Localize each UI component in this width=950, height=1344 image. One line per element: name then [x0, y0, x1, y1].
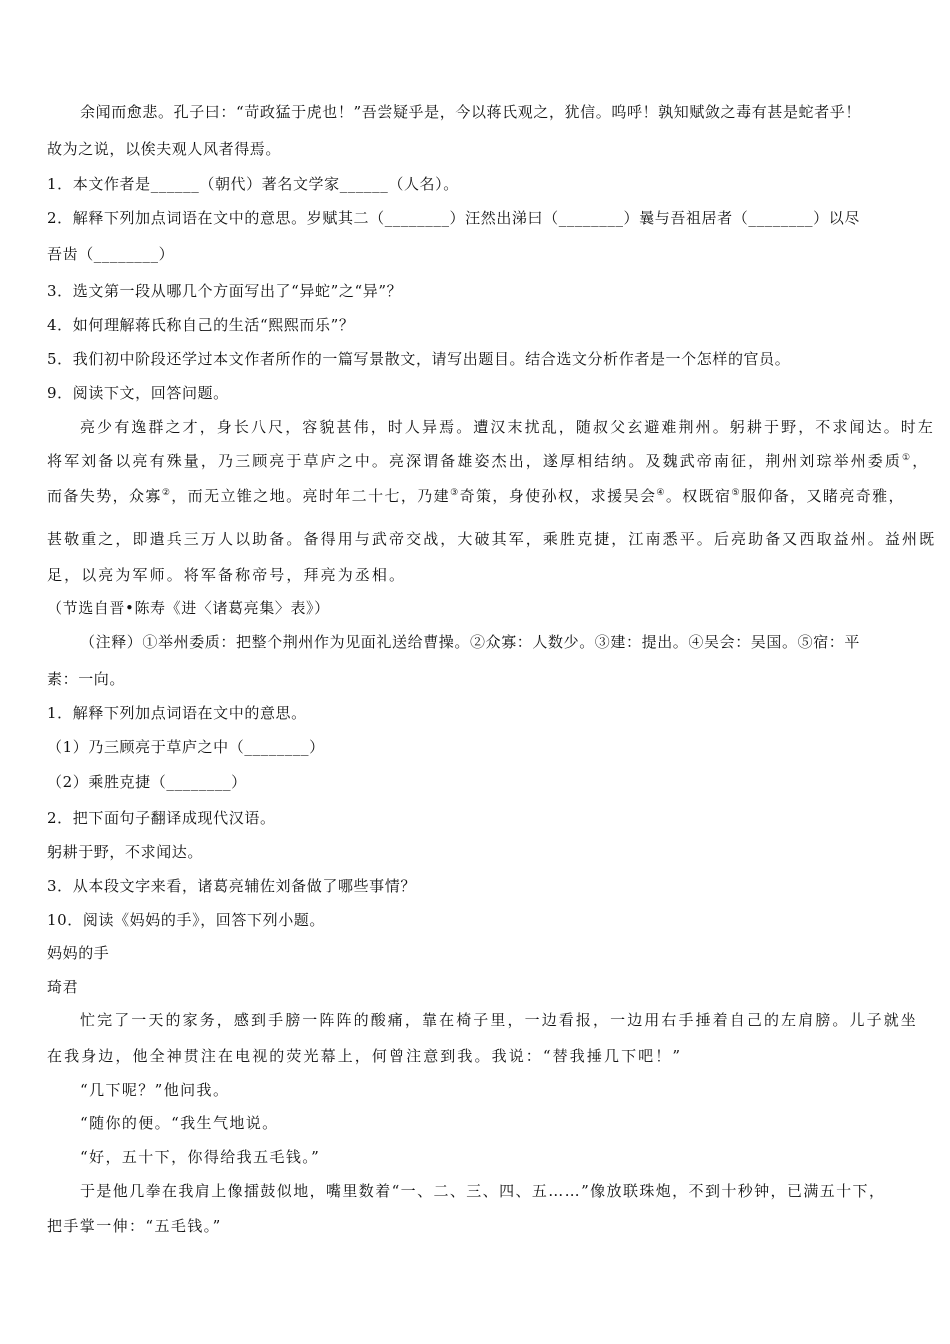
text-line: 余闻而愈悲。孔子曰：“苛政猛于虎也！”吾尝疑乎是，今以蒋氏观之，犹信。呜呼！孰知赋敛之毒有甚是蛇者乎！ [80, 103, 861, 121]
passage-line: 于是他几拳在我肩上像擂鼓似地，嘴里数着“一、二、三、四、五……”像放联珠炮，不到十秒钟，已满五十下， [80, 1182, 886, 1200]
footnote-marker: ③ [450, 488, 460, 498]
question-line: 吾齿（________） [47, 245, 175, 263]
question-line: 2．解释下列加点词语在文中的意思。岁赋其二（________）汪然出涕曰（________）曩与吾祖居者（________）以尽 [47, 209, 860, 227]
question-line: 3．选文第一段从哪几个方面写出了“异蛇”之“异”？ [47, 282, 403, 300]
question-line: 4．如何理解蒋氏称自己的生活“熙熙而乐”？ [47, 316, 355, 334]
passage-line [47, 486, 906, 506]
question-line: 2．把下面句子翻译成现代汉语。 [47, 809, 276, 827]
article-title: 妈妈的手 [47, 944, 110, 962]
passage-text: 奇策，身使孙权，求援吴会 [459, 487, 657, 505]
passage-text: 。权既宿 [665, 487, 732, 505]
passage-line: “几下呢？”他问我。 [80, 1081, 230, 1099]
passage-line: 把手掌一伸：“五毛钱。” [47, 1217, 222, 1235]
passage-line: 甚敬重之，即遣兵三万人以助备。备得用与武帝交战，大破其军，乘胜克捷，江南悉平。后亮助备又西取益州。益州既 [47, 530, 937, 548]
text-line: 躬耕于野，不求闻达。 [47, 843, 204, 861]
article-author: 琦君 [47, 978, 79, 996]
question-line: （1）乃三顾亮于草庐之中（________） [47, 738, 325, 756]
passage-line: “好，五十下，你得给我五毛钱。” [80, 1148, 321, 1166]
passage-line: 足，以亮为军师。将军备称帝号，拜亮为丞相。 [47, 566, 407, 584]
passage-text: ， [912, 452, 930, 470]
footnote-marker: ⑤ [731, 488, 741, 498]
section-heading: 9．阅读下文，回答问题。 [47, 384, 229, 402]
passage-line: 忙完了一天的家务，感到手膀一阵阵的酸痛，靠在椅子里，一边看报，一边用右手捶着自己的左肩膀。儿子就坐 [80, 1011, 918, 1029]
passage-line: 亮少有逸群之才，身长八尺，容貌甚伟，时人异焉。遭汉末扰乱，随叔父玄避难荆州。躬耕于野，不求闻达。时左 [80, 418, 936, 436]
question-line: 1．解释下列加点词语在文中的意思。 [47, 704, 307, 722]
question-line: （2）乘胜克捷（________） [47, 773, 247, 791]
annotation-line: 素：一向。 [47, 670, 126, 688]
passage-line [47, 451, 930, 471]
passage-text: 服仰备，又睹亮奇雅， [740, 487, 905, 505]
annotation-line: （注释）①举州委质：把整个荆州作为见面礼送给曹操。②众寡：人数少。③建：提出。④吴会：吴国。⑤宿：平 [80, 633, 861, 651]
footnote-marker: ① [902, 453, 913, 463]
text-line: 故为之说，以俟夫观人风者得焉。 [47, 140, 282, 158]
passage-text: 而备失势，众寡 [47, 487, 162, 505]
passage-text: ，而无立锥之地。亮时年二十七，乃建 [171, 487, 451, 505]
question-line: 3．从本段文字来看，诸葛亮辅佐刘备做了哪些事情？ [47, 877, 416, 895]
source-citation: （节选自晋•陈寿《进〈诸葛亮集〉表》） [47, 599, 330, 617]
question-line: 1．本文作者是______（朝代）著名文学家______（人名）。 [47, 175, 459, 193]
section-heading: 10．阅读《妈妈的手》，回答下列小题。 [47, 911, 325, 929]
footnote-marker: ④ [656, 488, 666, 498]
passage-line: “随你的便。“我生气地说。 [80, 1114, 279, 1132]
passage-text: 将军刘备以亮有殊量，乃三顾亮于草庐之中。亮深谓备雄姿杰出，遂厚相结纳。及魏武帝南征，荆州刘琮举州委质 [47, 452, 903, 470]
question-line: 5．我们初中阶段还学过本文作者所作的一篇写景散文，请写出题目。结合选文分析作者是一个怎样的官员。 [47, 350, 791, 368]
footnote-marker: ② [161, 488, 172, 498]
passage-line: 在我身边，他全神贯注在电视的荧光幕上，何曾注意到我。我说：“替我捶几下吧！” [47, 1047, 683, 1065]
